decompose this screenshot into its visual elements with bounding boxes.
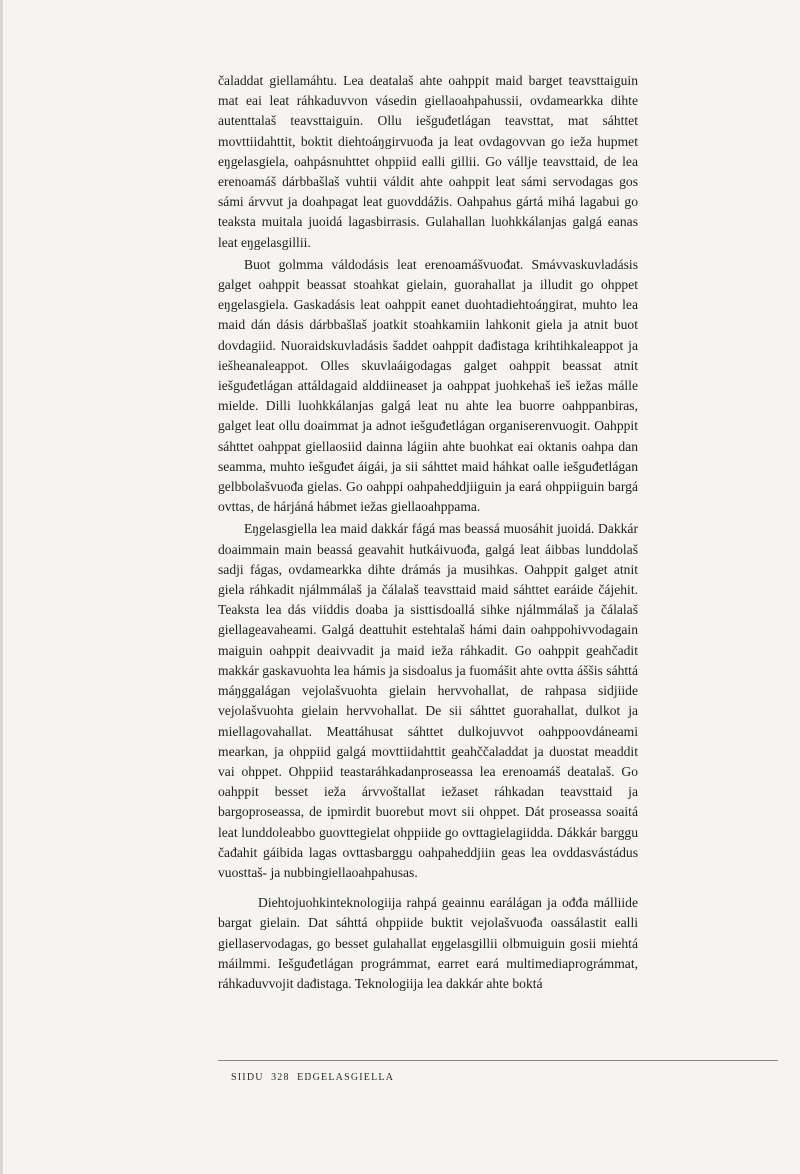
page-edge (0, 0, 3, 1174)
body-text (218, 71, 638, 994)
footer-section: EŊGELASGIELLA (297, 1072, 395, 1083)
footer-rule (218, 1060, 778, 1061)
footer-page-number: 328 (271, 1072, 290, 1083)
paragraph-2: Buot golmma váldodásis leat erenoamášvuođat. Smávvaskuvladásis galget oahppit beassat stoahkat gielain, guorahallat ja illudit go ohppet eŋgelasgiela. Gaskadásis leat oahppit eanet duohtadiehtoáŋgirat, muhto lea maid dán dásis dárbbašlaš joatkit stoahkamiin lahkonit giela ja atnit buot dovdagiid. Nuoraidskuvladásis šaddet oahppit dađistaga krihtihkaleappot ja iešheanaleappot. Olles skuvlaáigodagas galget oahppit beassat atnit iešguđetlágan attáldagaid alddiineaset ja oahppat juohkehaš ieš iežas málle mielde. Dilli luohkkálanjas galgá leat nu ahte lea buorre oahppanbiras, galget leat ollu doaimmat ja adnot iešguđetlágan organiserenvuogit. Oahppit sáhttet oahppat giellaosiid dainna lágiin ahte buohkat eai oktanis oahpa dan seamma, muhto iešguđet áigái, ja sii sáhttet maid háhkat oalle iešguđetlágan gelbbolašvuođa gielas. Go oahppi oahpaheddjiiguin ja eará ohppiiguin bargá ovttas, de hárjáná hábmet iežas giellaoahppama. (218, 256, 638, 515)
footer-label: SIIDU (231, 1072, 264, 1083)
paragraph-3: Eŋgelasgiella lea maid dakkár fágá mas beassá muosáhit juoidá. Dakkár doaimmain main beassá geavahit hutkáivuođa, galgá leat áibbas lunddolaš sadji fágas, ovdamearkka dihte drámás ja musihkas. Oahppit galget atnit giela ráhkadit njálmmálaš ja čálalaš teavsttaid maid sáhttet earáide čájehit. Teaksta lea dás viiddis doaba ja sisttisdoallá sihke njálmmálaš ja čálalaš giellageavaheami. Galgá deattuhit estehtalaš hámi dain oahppohivvodagain maiguin oahppit deaivvadit ja maid ieža ráhkadit. Go oahppit geahčadit makkár gaskavuohta lea hámis ja sisdoalus ja fuomášit ahte ovtta áššis sáhttá máŋggalágan vejolašvuohta gielain hervvohallat, de rahpasa sidjiide vejolašvuohta gielain hervvohallat. De sii sáhttet guorahallat, dulkot ja miellagovahallat. Meattáhusat sáhttet dulkojuvvot oahppoovdáneami mearkan, ja ohppiid galgá movttiidahttit geahččaladdat ja duostat meaddit vai ohppet. Ohppiid teastaráhkadanproseassa lea erenoamáš deatalaš. Go oahppit besset ieža árvvoštallat iežaset ráhkadan teavsttaid ja bargoproseassa, de ipmirdit buorebut movt sii ohppet. Dát proseassa soaitá leat lunddoleabbo guovttegielat ohppiide go ovttagielagiidda. Dákkár barggu čađahit gáibida lagas ovttasbarggu oahpaheddjiin geas lea ovddasvástádus vuosttaš- ja nubbingiellaoahpahusas. (218, 521, 638, 880)
paragraph-4: Diehtojuohkinteknologiija rahpá geainnu earálágan ja ođđa málliide bargat gielain. Dat sáhttá ohppiide buktit vejolašvuođa oassálastit ealli giellaservodagas, go besset gulahallat eŋgelasgillii olbmuiguin gosii miehtá máilmmi. Iešguđetlágan prográmmat, earret eará multimediaprográmmat, ráhkaduvvojit dađistaga. Teknologiija lea dakkár ahte boktá (218, 895, 638, 991)
page-footer (231, 1072, 394, 1083)
paragraph-1: čaladdat giellamáhtu. Lea deatalaš ahte oahppit maid barget teavsttaiguin mat eai leat ráhkaduvvon vásedin giellaoahpahussii, ovdamearkka dihte autenttalaš teavsttaiguin. Ollu iešguđetlágan teavsttat, mat sáhttet movttiidahttit, boktit diehtoáŋgirvuođa ja leat ovdagovvan go ieža hupmet eŋgelasgiela, oahpásnuhttet ohppiid ealli gillii. Go vállje teavsttaid, de lea erenoamáš dárbbašlaš vuhtii váldit ahte oahppit leat sámi servodagas gos sámi árvvut ja doahpagat leat guovddážis. Oahpahus gártá mihá lagabui go teaksta muitala juoidá lagasbirrasis. Gulahallan luohkkálanjas galgá eanas leat eŋgelasgillii. (218, 73, 638, 250)
